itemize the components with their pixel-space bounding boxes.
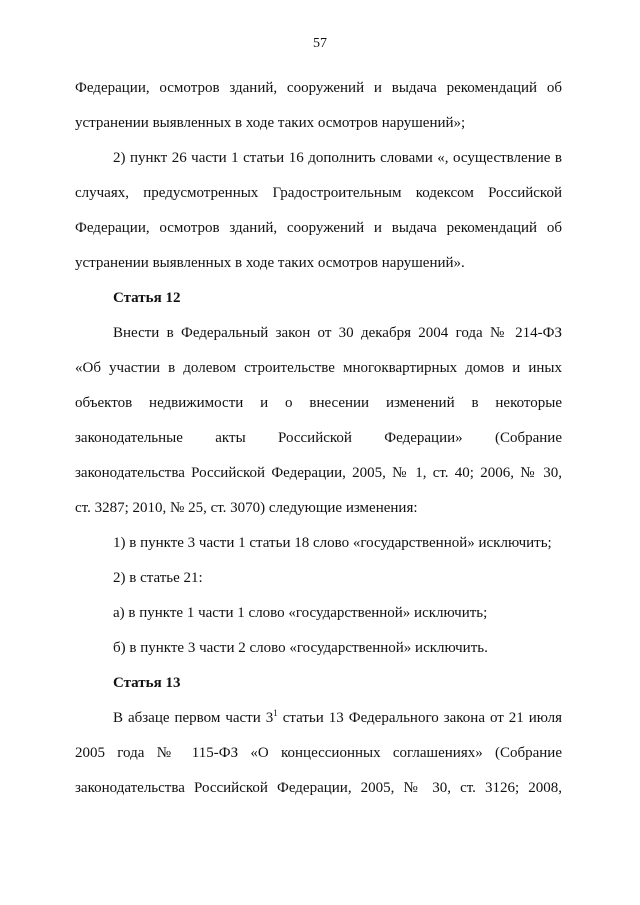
text-line: 2005 года № 115-ФЗ «О концессионных соглашениях» (Собрание [75, 745, 562, 761]
text-line: а) в пункте 1 части 1 слово «государственной» исключить; [113, 605, 488, 621]
article-heading: Статья 12 [113, 290, 181, 306]
text-line: 1) в пункте 3 части 1 статьи 18 слово «государственной» исключить; [113, 535, 552, 551]
article-heading: Статья 13 [113, 675, 181, 691]
text-segment: статьи 13 Федерального закона от 21 июля [277, 710, 562, 726]
text-line [113, 708, 562, 728]
text-line: устранении выявленных в ходе таких осмотров нарушений»; [75, 115, 466, 131]
text-line: 2) пункт 26 части 1 статьи 16 дополнить словами «, осуществление в [113, 150, 562, 166]
text-line: «Об участии в долевом строительстве многоквартирных домов и иных [75, 360, 562, 376]
text-line: объектов недвижимости и о внесении изменений в некоторые [75, 395, 562, 411]
text-line: Федерации, осмотров зданий, сооружений и выдача рекомендаций об [75, 80, 562, 96]
text-segment: В абзаце первом части 3 [113, 710, 274, 726]
text-line: Внести в Федеральный закон от 30 декабря 2004 года № 214-ФЗ [113, 325, 562, 341]
text-line: 2) в статье 21: [113, 570, 203, 586]
text-line: устранении выявленных в ходе таких осмотров нарушений». [75, 255, 465, 271]
text-line: законодательные акты Российской Федерации» (Собрание [75, 430, 562, 446]
text-line: б) в пункте 3 части 2 слово «государственной» исключить. [113, 640, 488, 656]
superscript: 1 [273, 708, 278, 718]
page-number: 57 [313, 36, 327, 51]
text-line: законодательства Российской Федерации, 2005, № 30, ст. 3126; 2008, [75, 780, 562, 796]
text-line: ст. 3287; 2010, № 25, ст. 3070) следующие изменения: [75, 500, 418, 516]
text-line: законодательства Российской Федерации, 2005, № 1, ст. 40; 2006, № 30, [75, 465, 562, 481]
text-line: случаях, предусмотренных Градостроительным кодексом Российской [75, 185, 562, 201]
text-line: Федерации, осмотров зданий, сооружений и выдача рекомендаций об [75, 220, 562, 236]
